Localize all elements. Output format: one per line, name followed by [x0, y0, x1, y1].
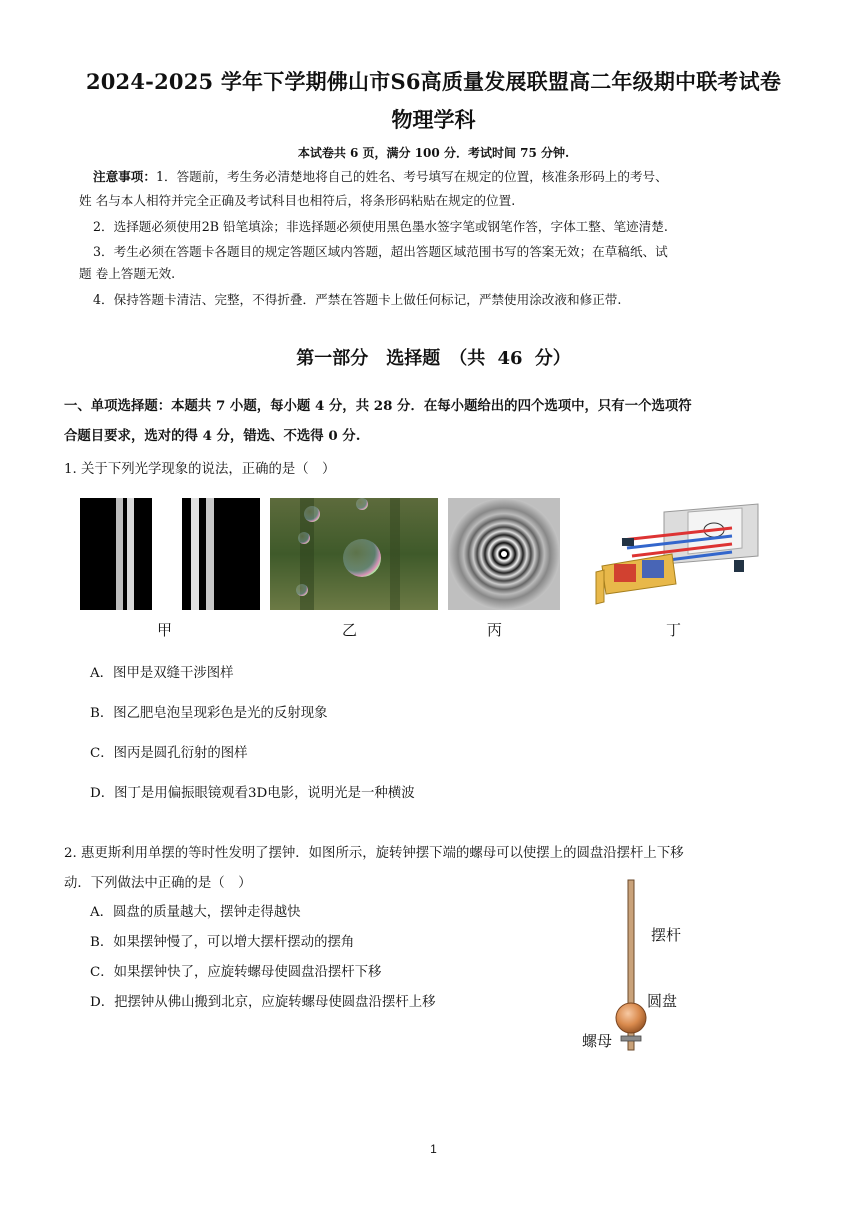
exam-meta: 本试卷共 6 页，满分 100 分．考试时间 75 分钟. [297, 146, 570, 160]
notes-item-1b: 姓 名与本人相符并完全正确及考试科目也相符后，将条形码粘贴在规定的位置. [79, 193, 516, 208]
notes-item-2: 2．选择题必须使用2B 铅笔填涂；非选择题必须使用黑色墨水签字笔或钢笔作答，字体工整、笔迹清楚. [93, 219, 668, 234]
caption-yi: 乙 [342, 621, 358, 639]
subject-title: 物理学科 [391, 107, 476, 132]
caption-ding: 丁 [666, 621, 682, 639]
page-number: 1 [430, 1142, 437, 1156]
notes-item-3a: 3．考生必须在答题卡各题目的规定答题区域内答题，超出答题区域范围书写的答案无效；在草稿纸、试 [93, 244, 668, 259]
q1-option-a[interactable]: A．图甲是双缝干涉图样 [90, 666, 234, 681]
q1-option-d[interactable]: D．图丁是用偏振眼镜观看3D电影，说明光是一种横波 [90, 786, 415, 801]
section-instructions-2: 合题目要求，选对的得 4 分，错选、不选得 0 分. [64, 428, 361, 444]
caption-bing: 丙 [487, 621, 503, 639]
q2-option-d[interactable]: D．把摆钟从佛山搬到北京，应旋转螺母使圆盘沿摆杆上移 [90, 995, 436, 1010]
q2-option-c[interactable]: C．如果摆钟快了，应旋转螺母使圆盘沿摆杆下移 [90, 965, 382, 980]
q2-stem-2: 动．下列做法中正确的是（ ） [64, 876, 252, 891]
notes-label: 注意事项： [93, 169, 156, 184]
caption-jia: 甲 [157, 621, 173, 639]
q2-stem-1: 2. 惠更斯利用单摆的等时性发明了摆钟．如图所示，旋转钟摆下端的螺母可以使摆上的圆盘沿摆杆上下移 [64, 846, 684, 861]
figure-ding-polarized-glasses [592, 498, 762, 610]
figure-jia-slit-pattern [80, 498, 260, 610]
q2-option-a[interactable]: A．圆盘的质量越大，摆钟走得越快 [90, 905, 301, 920]
q1-option-b[interactable]: B．图乙肥皂泡呈现彩色是光的反射现象 [90, 706, 328, 721]
q1-option-c[interactable]: C．图丙是圆孔衍射的图样 [90, 746, 248, 761]
exam-title: 2024-2025 学年下学期佛山市S6高质量发展联盟高二年级期中联考试卷 [85, 69, 782, 94]
figure-pendulum [612, 878, 652, 1056]
q2-option-b[interactable]: B．如果摆钟慢了，可以增大摆杆摆动的摆角 [90, 935, 355, 950]
notes-item-3b: 题 卷上答题无效. [79, 266, 176, 281]
section-title: 第一部分 选择题 （共 46 分） [296, 348, 571, 369]
figure-yi-soap-bubbles [270, 498, 438, 610]
label-disc: 圆盘 [647, 992, 678, 1010]
figure-bing-diffraction-rings [448, 498, 560, 610]
section-instructions-1: 一、单项选择题：本题共 7 小题，每小题 4 分，共 28 分．在每小题给出的四个选项中，只有一个选项符 [64, 398, 692, 414]
q1-stem: 1. 关于下列光学现象的说法，正确的是（ ） [64, 462, 336, 477]
label-rod: 摆杆 [651, 926, 682, 944]
notes-item-4: 4．保持答题卡清洁、完整，不得折叠．严禁在答题卡上做任何标记，严禁使用涂改液和修正带. [93, 292, 622, 307]
label-nut: 螺母 [582, 1032, 613, 1050]
notes-item-1a: 注意事项：1．答题前，考生务必清楚地将自己的姓名、考号填写在规定的位置，核准条形码上的考号、 [93, 169, 668, 184]
